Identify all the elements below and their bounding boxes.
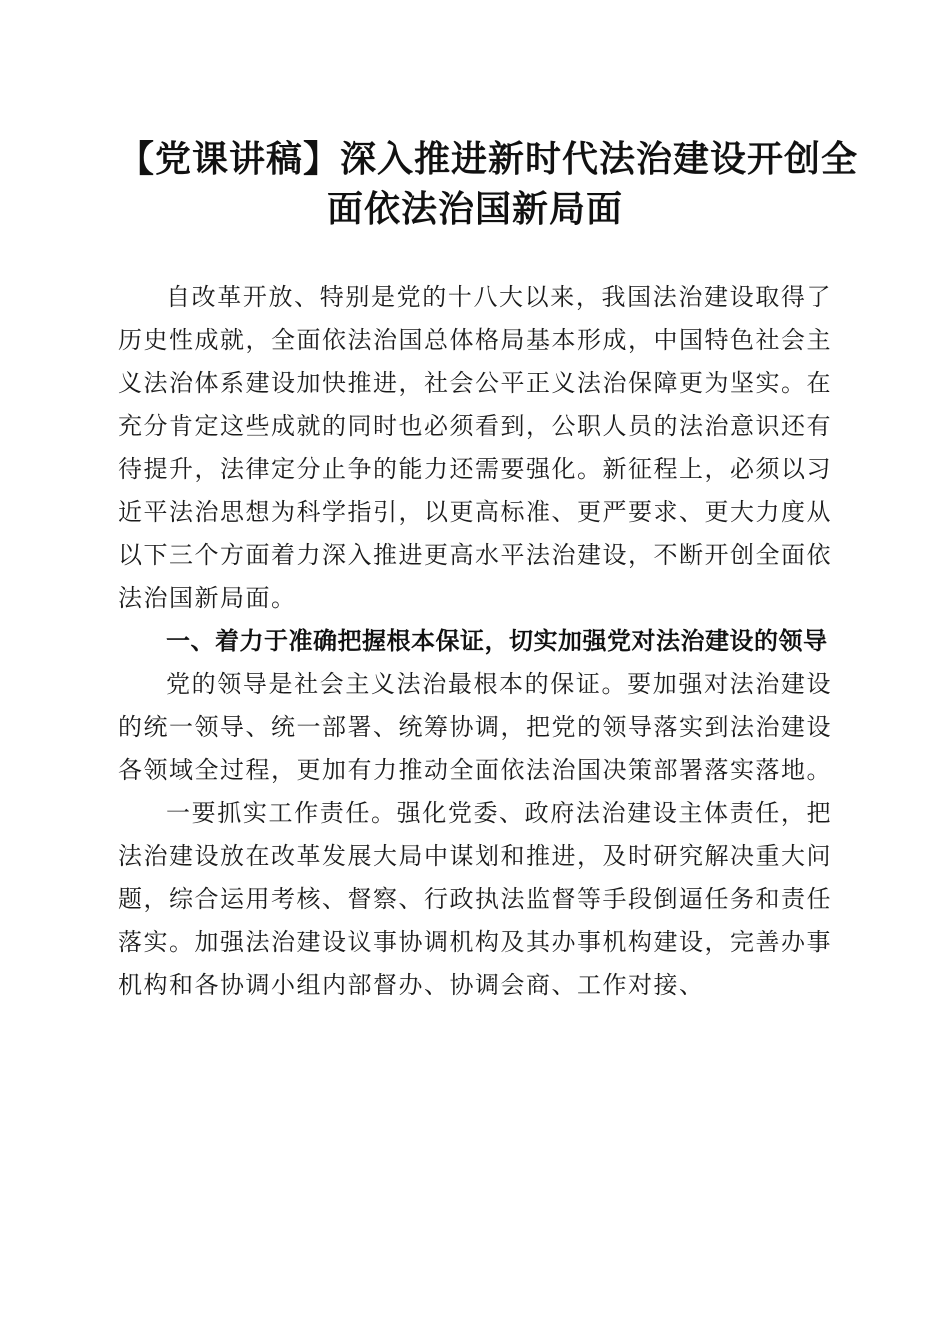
title-line-2: 面依法治国新局面 (326, 188, 623, 230)
document-title (118, 134, 859, 234)
document-body (118, 276, 832, 1007)
section-heading-1: 一、着力于准确把握根本保证，切实加强党对法治建设的领导 (166, 627, 828, 655)
section-1-paragraph: 党的领导是社会主义法治最根本的保证。要加强对法治建设的统一领导、统一部署、统筹协调，把党的领导落实到法治建设各领域全过程，更加有力推动全面依法治国决策部署落实落地。 (118, 670, 832, 784)
section-1-point-1-paragraph: 一要抓实工作责任。强化党委、政府法治建设主体责任，把法治建设放在改革发展大局中谋划和推进，及时研究解决重大问题，综合运用考核、督察、行政执法监督等手段倒逼任务和责任落实。加强法治建设议事协调机构及其办事机构建设，完善办事机构和各协调小组内部督办、协调会商、工作对接、 (118, 799, 832, 999)
intro-paragraph: 自改革开放、特别是党的十八大以来，我国法治建设取得了历史性成就，全面依法治国总体格局基本形成，中国特色社会主义法治体系建设加快推进，社会公平正义法治保障更为坚实。在充分肯定这些成就的同时也必须看到，公职人员的法治意识还有待提升，法律定分止争的能力还需要强化。新征程上，必须以习近平法治思想为科学指引，以更高标准、更严要求、更大力度从以下三个方面着力深入推进更高水平法治建设，不断开创全面依法治国新局面。 (118, 283, 832, 612)
title-line-1: 【党课讲稿】深入推进新时代法治建设开创全 (118, 138, 859, 180)
